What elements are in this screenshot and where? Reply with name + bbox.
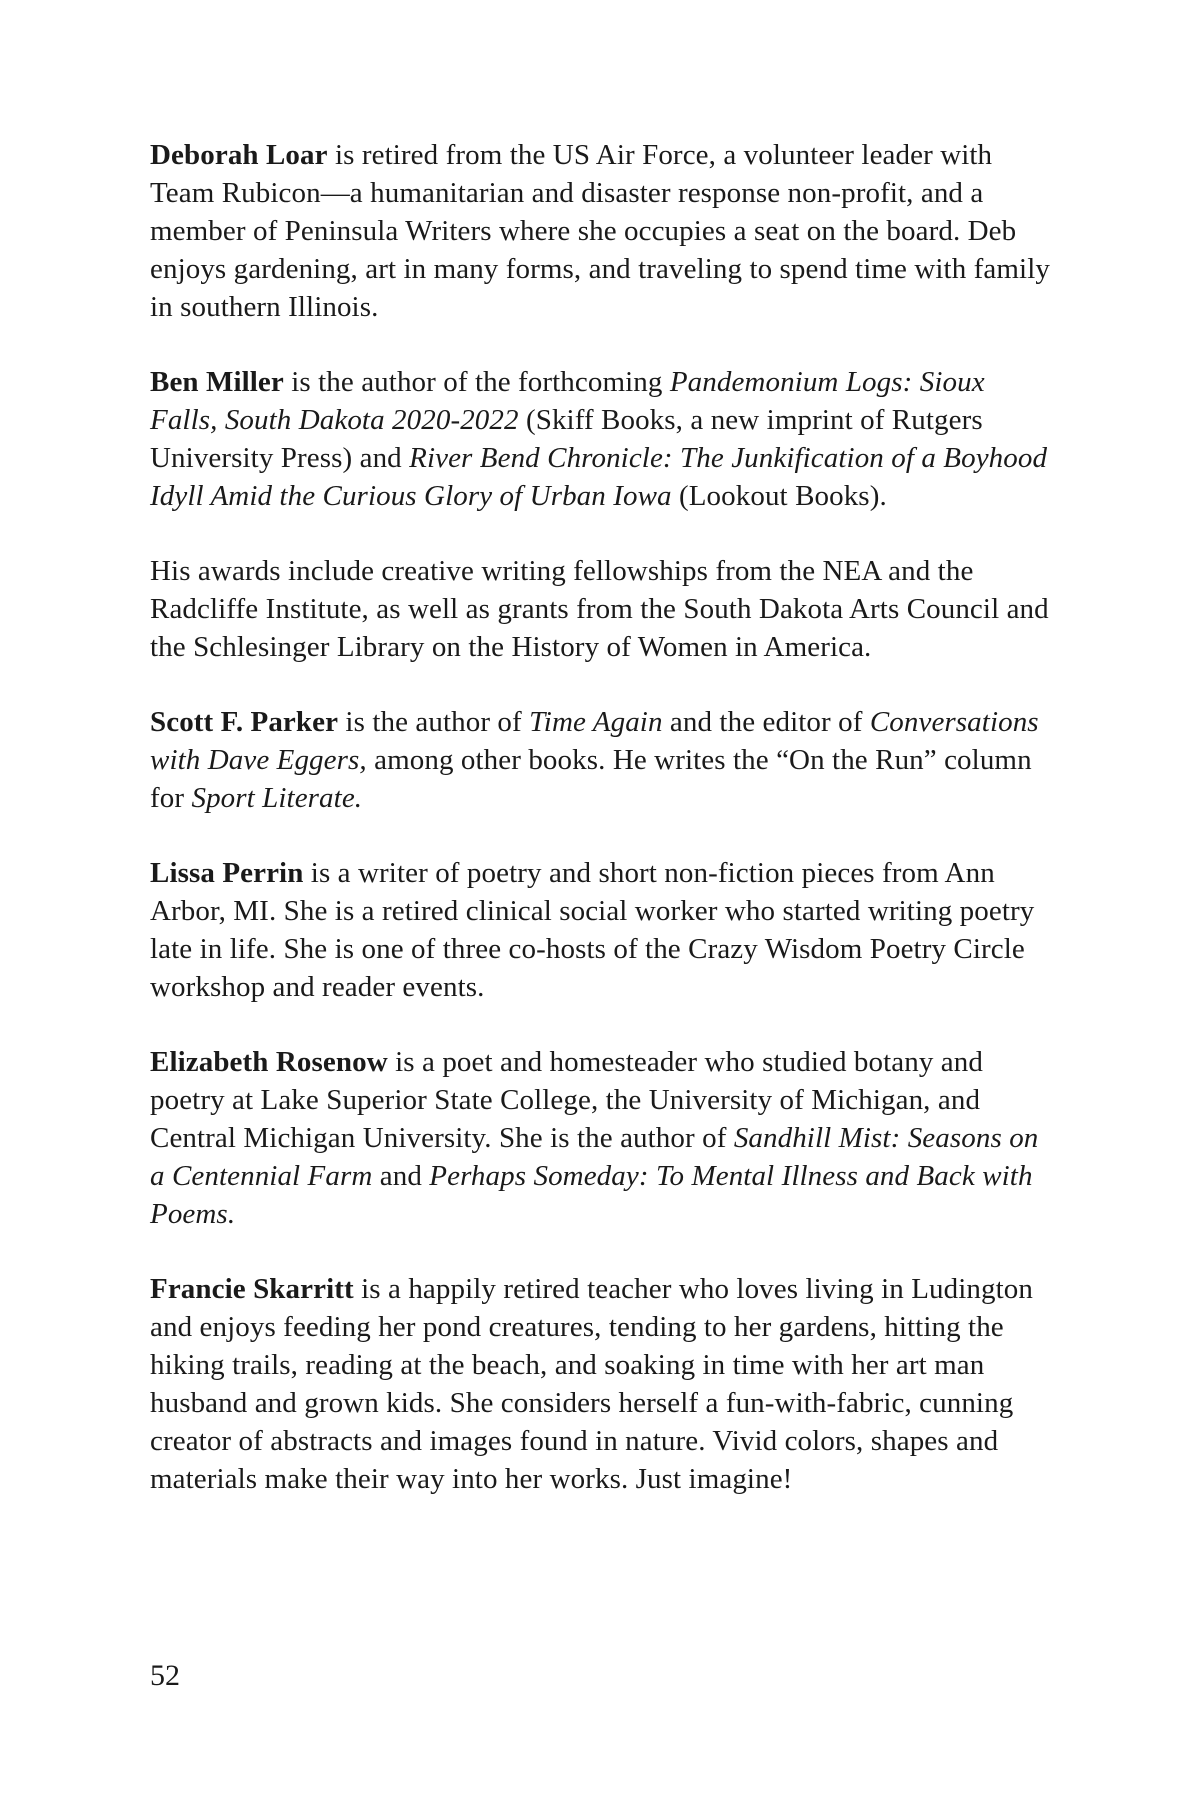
book-title: Perhaps Someday: To Mental Illness and Back with Poems. — [150, 1160, 1033, 1230]
bio-lissa-perrin — [150, 854, 1050, 1006]
book-title: Pandemonium Logs: Sioux Falls, South Dakota 2020-2022 — [150, 366, 985, 436]
bio-ben-miller — [150, 363, 1050, 515]
bio-francie-skarritt — [150, 1270, 1050, 1498]
contributor-name: Ben Miller — [150, 366, 284, 398]
bio-text: is a happily retired teacher who loves living in Ludington and enjoys feeding her pond creatures, tending to her gardens, hitting the hiking trails, reading at the beach, and soaking in time with her art man husband and grown kids. She considers herself a fun-with-fabric, cunning creator of abstracts and images found in nature. Vivid colors, shapes and materials make their way into her works. Just imagine! — [150, 1273, 1033, 1495]
contributor-name: Deborah Loar — [150, 139, 328, 171]
bio-text: is the author of — [338, 706, 530, 738]
bio-elizabeth-rosenow — [150, 1043, 1050, 1233]
bio-scott-parker — [150, 703, 1050, 817]
bio-ben-miller-awards — [150, 552, 1050, 666]
contributor-name: Francie Skarritt — [150, 1273, 354, 1305]
bio-text: is a poet and homesteader who studied botany and poetry at Lake Superior State College, the University of Michigan, and Central Michigan University. She is the author of — [150, 1046, 983, 1154]
bio-text: His awards include creative writing fellowships from the NEA and the Radcliffe Institute, as well as grants from the South Dakota Arts Council and the Schlesinger Library on the History of Women in America. — [150, 555, 1049, 663]
book-title: Time Again — [529, 706, 663, 738]
contributor-name: Scott F. Parker — [150, 706, 339, 738]
bio-text: is retired from the US Air Force, a volunteer leader with Team Rubicon—a humanitarian and disaster response non-profit, and a member of Peninsula Writers where she occupies a seat on the board. Deb enjoys gardening, art in many forms, and traveling to spend time with family in southern Illinois. — [150, 139, 1050, 323]
book-title: River Bend Chronicle: The Junkification of a Boyhood Idyll Amid the Curious Glory of Urban Iowa — [150, 442, 1048, 512]
contributor-notes — [150, 136, 1050, 1535]
bio-deborah-loar — [150, 136, 1050, 326]
bio-text: is a writer of poetry and short non-fiction pieces from Ann Arbor, MI. She is a retired clinical social worker who started writing poetry late in life. She is one of three co-hosts of the Crazy Wisdom Poetry Circle workshop and reader events. — [150, 857, 1035, 1003]
bio-text: among other books. He writes the “On the Run” column for — [150, 744, 1032, 814]
bio-text: (Lookout Books). — [671, 480, 887, 512]
contributor-name: Lissa Perrin — [150, 857, 304, 889]
publication-title: Sport Literate. — [191, 782, 363, 814]
contributor-name: Elizabeth Rosenow — [150, 1046, 388, 1078]
bio-text: and — [372, 1160, 430, 1192]
bio-text: is the author of the forthcoming — [283, 366, 670, 398]
book-title: Conversations with Dave Eggers, — [150, 706, 1039, 776]
bio-text: and the editor of — [662, 706, 870, 738]
page-number: 52 — [150, 1659, 180, 1692]
book-title: Sandhill Mist: Seasons on a Centennial Farm — [150, 1122, 1039, 1192]
bio-text: (Skiff Books, a new imprint of Rutgers University Press) and — [150, 404, 983, 474]
